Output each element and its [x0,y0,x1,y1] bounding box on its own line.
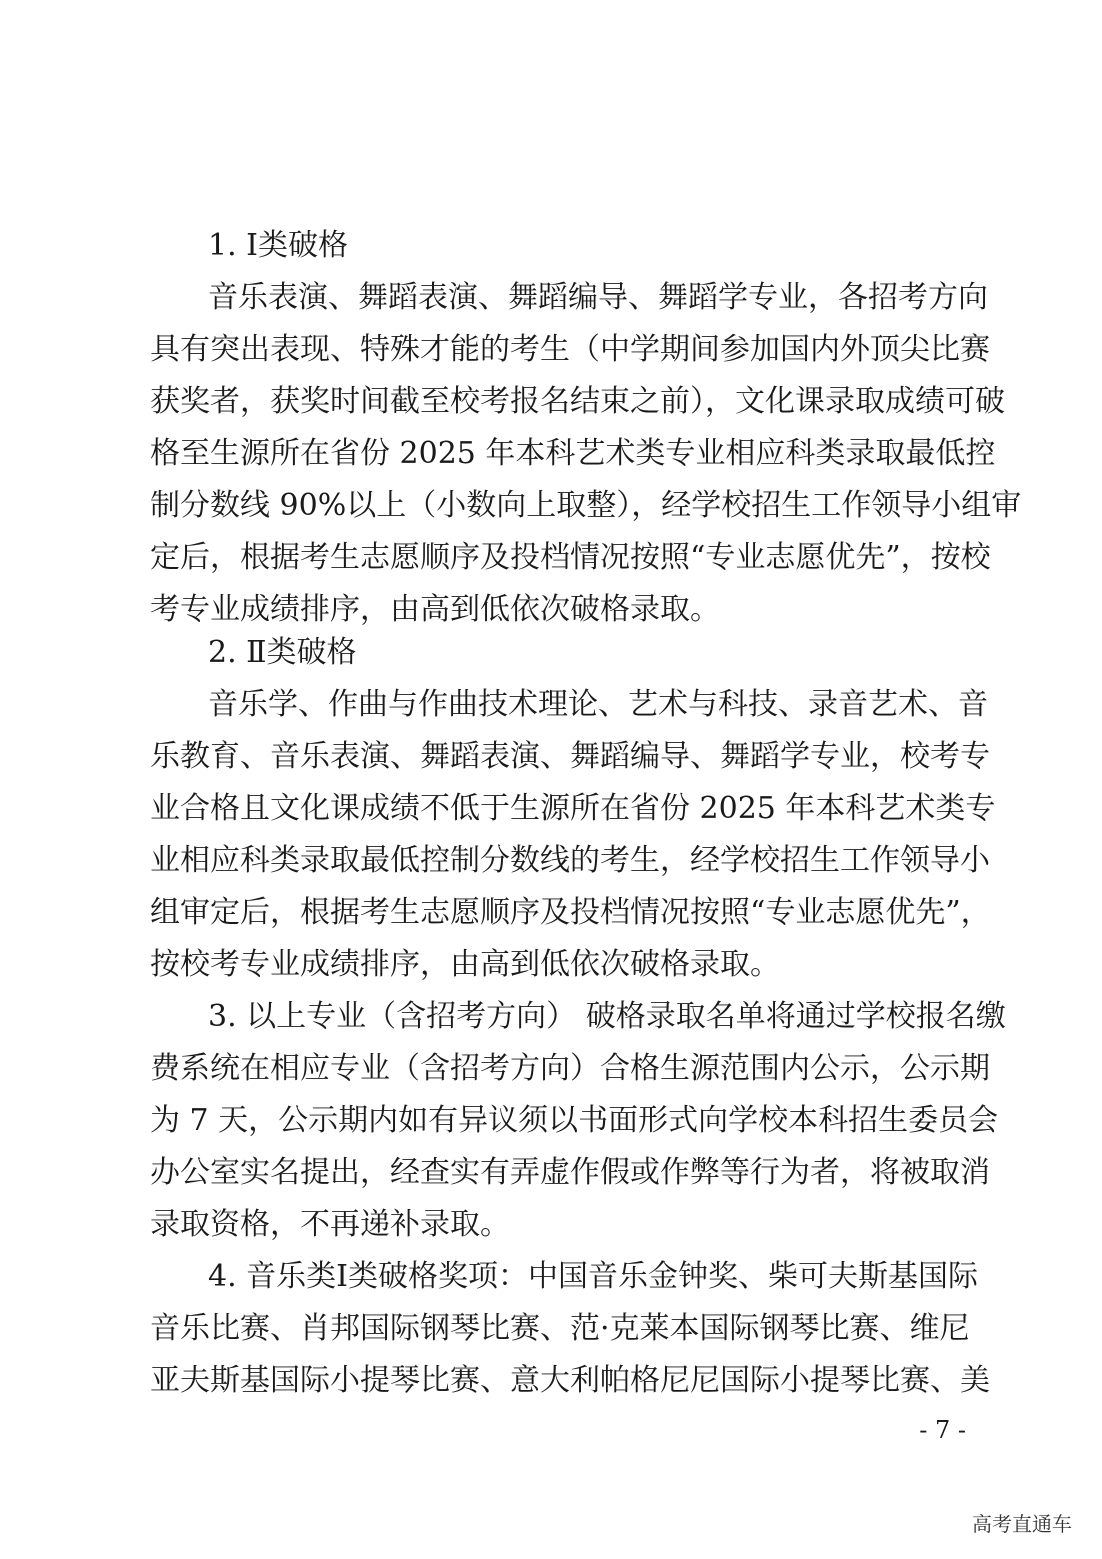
paragraph-line: 考专业成绩排序，由高到低依次破格录取。 [150,592,720,627]
paragraph-line: 音乐学、作曲与作曲技术理论、艺术与科技、录音艺术、音 [208,687,988,722]
paragraph-line: 乐教育、音乐表演、舞蹈表演、舞蹈编导、舞蹈学专业，校考专 [150,739,990,774]
paragraph-line: 亚夫斯基国际小提琴比赛、意大利帕格尼尼国际小提琴比赛、美 [150,1363,990,1398]
paragraph-line: 办公室实名提出，经查实有弄虚作假或作弊等行为者，将被取消 [150,1155,990,1190]
paragraph-line: 业相应科类录取最低控制分数线的考生，经学校招生工作领导小 [150,843,990,878]
paragraph-line: 定后，根据考生志愿顺序及投档情况按照“专业志愿优先”，按校 [150,540,991,575]
paragraph-line: 3. 以上专业（含招考方向） 破格录取名单将通过学校报名缴 [208,999,1006,1034]
section-heading-1: 1. Ⅰ类破格 [208,228,349,263]
paragraph-line: 按校考专业成绩排序，由高到低依次破格录取。 [150,947,780,982]
paragraph-line: 4. 音乐类Ⅰ类破格奖项：中国音乐金钟奖、柴可夫斯基国际 [208,1259,979,1294]
paragraph-line: 音乐表演、舞蹈表演、舞蹈编导、舞蹈学专业，各招考方向 [208,280,988,315]
watermark: 高考直通车 [972,1512,1072,1536]
page-number: - 7 - [919,1416,966,1444]
paragraph-line: 获奖者，获奖时间截至校考报名结束之前），文化课录取成绩可破 [150,384,1005,419]
paragraph-line: 具有突出表现、特殊才能的考生（中学期间参加国内外顶尖比赛 [150,332,990,367]
section-heading-2: 2. Ⅱ类破格 [208,635,357,670]
paragraph-line: 为 7 天，公示期内如有异议须以书面形式向学校本科招生委员会 [150,1103,999,1138]
paragraph-line: 费系统在相应专业（含招考方向）合格生源范围内公示，公示期 [150,1051,990,1086]
paragraph-line: 制分数线 90%以上（小数向上取整），经学校招生工作领导小组审 [150,488,1022,523]
paragraph-line: 格至生源所在省份 2025 年本科艺术类专业相应科类录取最低控 [150,436,996,471]
paragraph-line: 录取资格，不再递补录取。 [150,1207,510,1242]
paragraph-line: 业合格且文化课成绩不低于生源所在省份 2025 年本科艺术类专 [150,791,996,826]
paragraph-line: 音乐比赛、肖邦国际钢琴比赛、范·克莱本国际钢琴比赛、维尼 [150,1311,970,1346]
paragraph-line: 组审定后，根据考生志愿顺序及投档情况按照“专业志愿优先”， [150,895,991,930]
